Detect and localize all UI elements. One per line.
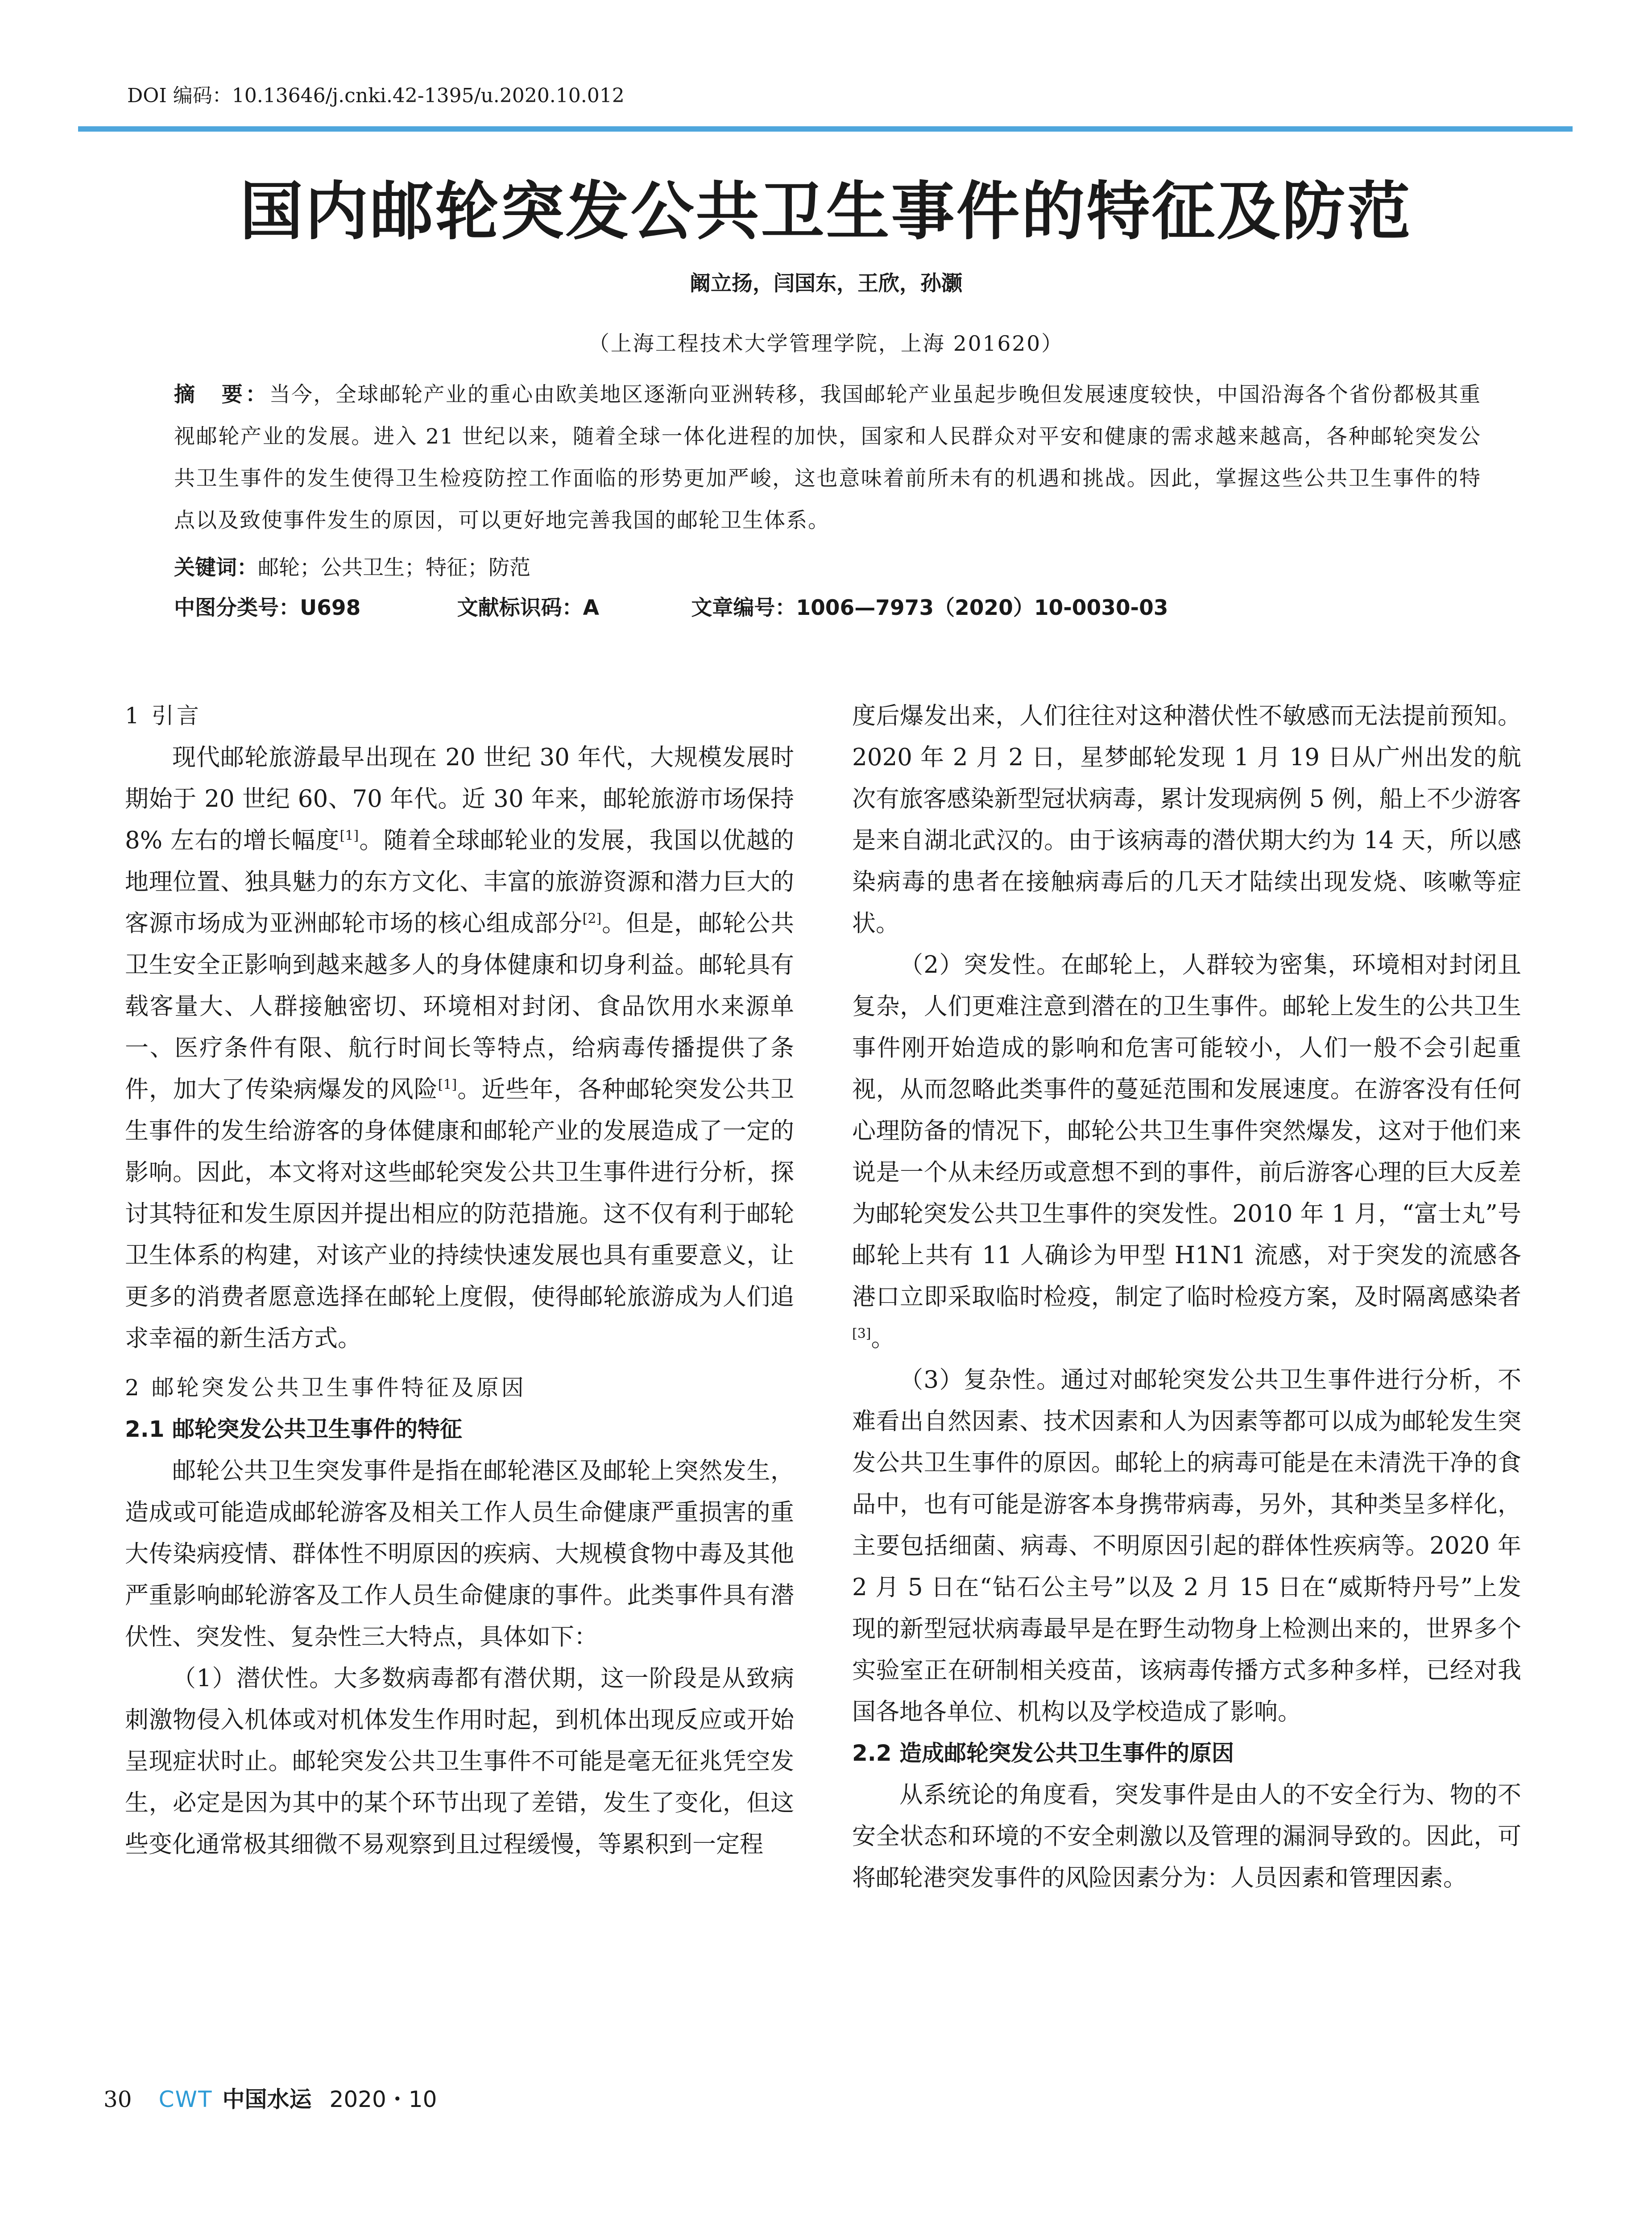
abstract-text: 当今，全球邮轮产业的重心由欧美地区逐渐向亚洲转移，我国邮轮产业虽起步晚但发展速度较快，中国沿海各个省份都极其重视邮轮产业的发展。进入 21 世纪以来，随着全球一体化进程的加快，国家和人民群众对平安和健康的需求越来越高，各种邮轮突发公共卫生事件的发生使得卫生检疫防控工作面临的形势更加严峻，这也意味着前所未有的机遇和挑战。因此，掌握这些公共卫生事件的特点以及致使事件发生的原因，可以更好地完善我国的邮轮卫生体系。 <box>174 382 1482 533</box>
citation: [1] <box>438 1077 457 1093</box>
body-paragraph: 现代邮轮旅游最早出现在 20 世纪 30 年代，大规模发展时期始于 20 世纪 60、70 年代。近 30 年来，邮轮旅游市场保持 8% 左右的增长幅度[1]。随着全球邮轮业的发展，我国以优越的地理位置、独具魅力的东方文化、丰富的旅游资源和潜力巨大的客源市场成为亚洲邮轮市场的核心组成部分[2]。但是，邮轮公共卫生安全正影响到越来越多人的身体健康和切身利益。邮轮具有载客量大、人群接触密切、环境相对封闭、食品饮用水来源单一、医疗条件有限、航行时间长等特点，给病毒传播提供了条件，加大了传染病爆发的风险[1]。近些年，各种邮轮突发公共卫生事件的发生给游客的身体健康和邮轮产业的发展造成了一定的影响。因此，本文将对这些邮轮突发公共卫生事件进行分析，探讨其特征和发生原因并提出相应的防范措施。这不仅有利于邮轮卫生体系的构建，对该产业的持续快速发展也具有重要意义，让更多的消费者愿意选择在邮轮上度假，使得邮轮旅游成为人们追求幸福的新生活方式。 <box>125 744 795 1352</box>
article-no-value: 1006—7973（2020）10-0030-03 <box>796 596 1168 620</box>
subsection-heading: 2.1 邮轮突发公共卫生事件的特征 <box>125 1416 462 1442</box>
keywords <box>174 551 530 581</box>
body-paragraph: （2）突发性。在邮轮上，人群较为密集，环境相对封闭且复杂，人们更难注意到潜在的卫生事件。邮轮上发生的公共卫生事件刚开始造成的影响和危害可能较小，人们一般不会引起重视，从而忽略此类事件的蔓延范围和发展速度。在游客没有任何心理防备的情况下，邮轮公共卫生事件突然爆发，这对于他们来说是一个从未经历或意想不到的事件，前后游客心理的巨大反差为邮轮突发公共卫生事件的突发性。2010 年 1 月，“富士丸”号邮轮上共有 11 人确诊为甲型 H1N1 流感，对于突发的流感各港口立即采取临时检疫，制定了临时检疫方案，及时隔离感染者[3]。 <box>852 951 1521 1352</box>
journal-logo: CWT <box>158 2086 213 2112</box>
body-paragraph: 邮轮公共卫生突发事件是指在邮轮港区及邮轮上突然发生，造成或可能造成邮轮游客及相关工作人员生命健康严重损害的重大传染病疫情、群体性不明原因的疾病、大规模食物中毒及其他严重影响邮轮游客及工作人员生命健康的事件。此类事件具有潜伏性、突发性、复杂性三大特点，具体如下： <box>125 1457 794 1650</box>
classification-line <box>174 591 1168 621</box>
header-rule <box>78 126 1573 132</box>
affiliation: （上海工程技术大学管理学院，上海 201620） <box>588 332 1064 356</box>
page-footer <box>104 2082 437 2114</box>
body-column-right <box>852 695 1521 1899</box>
doc-code-value: A <box>583 596 600 620</box>
abstract <box>174 374 1481 542</box>
doc-code-label: 文献标识码： <box>457 596 583 620</box>
abstract-label: 摘 要： <box>174 382 269 407</box>
body-paragraph: （3）复杂性。通过对邮轮突发公共卫生事件进行分析，不难看出自然因素、技术因素和人为因素等都可以成为邮轮发生突发公共卫生事件的原因。邮轮上的病毒可能是在未清洗干净的食品中，也有可能是游客本身携带病毒，另外，其种类呈多样化，主要包括细菌、病毒、不明原因引起的群体性疾病等。2020 年 2 月 5 日在“钻石公主号”以及 2 月 15 日在“威斯特丹号”上发现的新型冠状病毒最早是在野生动物身上检测出来的，世界多个实验室正在研制相关疫苗，该病毒传播方式多种多样，已经对我国各地各单位、机构以及学校造成了影响。 <box>852 1366 1521 1725</box>
article-no-label: 文章编号： <box>691 596 796 620</box>
citation: [3] <box>852 1326 871 1342</box>
section-heading: 2 邮轮突发公共卫生事件特征及原因 <box>125 1375 526 1401</box>
subsection-heading: 2.2 造成邮轮突发公共卫生事件的原因 <box>852 1740 1234 1766</box>
section-heading: 1 引言 <box>125 703 202 729</box>
journal-name: 中国水运 <box>222 2086 312 2112</box>
keywords-label: 关键词： <box>174 556 258 580</box>
body-paragraph: （1）潜伏性。大多数病毒都有潜伏期，这一阶段是从致病刺激物侵入机体或对机体发生作用时起，到机体出现反应或开始呈现症状时止。邮轮突发公共卫生事件不可能是毫无征兆凭空发生，必定是因为其中的某个环节出现了差错，发生了变化，但这些变化通常极其细微不易观察到且过程缓慢，等累积到一定程 <box>125 1665 794 1858</box>
citation: [2] <box>582 911 602 927</box>
clc-value: U698 <box>300 596 361 620</box>
keywords-text: 邮轮；公共卫生；特征；防范 <box>258 556 530 580</box>
clc-label: 中图分类号： <box>174 596 300 620</box>
journal-issue: 2020・10 <box>329 2086 437 2112</box>
body-column-left <box>125 695 794 1865</box>
article-title: 国内邮轮突发公共卫生事件的特征及防范 <box>240 174 1412 249</box>
body-paragraph: 度后爆发出来，人们往往对这种潜伏性不敏感而无法提前预知。2020 年 2 月 2 日，星梦邮轮发现 1 月 19 日从广州出发的航次有旅客感染新型冠状病毒，累计发现病例 5 例，船上不少游客是来自湖北武汉的。由于该病毒的潜伏期大约为 14 天，所以感染病毒的患者在接触病毒后的几天才陆续出现发烧、咳嗽等症状。 <box>852 702 1521 937</box>
citation: [1] <box>340 828 359 844</box>
body-paragraph: 从系统论的角度看，突发事件是由人的不安全行为、物的不安全状态和环境的不安全刺激以及管理的漏洞导致的。因此，可将邮轮港突发事件的风险因素分为：人员因素和管理因素。 <box>852 1781 1521 1891</box>
author-list: 阚立扬，闫国东，王欣，孙灏 <box>690 271 962 296</box>
doi-line: DOI 编码：10.13646/j.cnki.42-1395/u.2020.10.012 <box>127 84 625 107</box>
page-number: 30 <box>104 2086 132 2112</box>
